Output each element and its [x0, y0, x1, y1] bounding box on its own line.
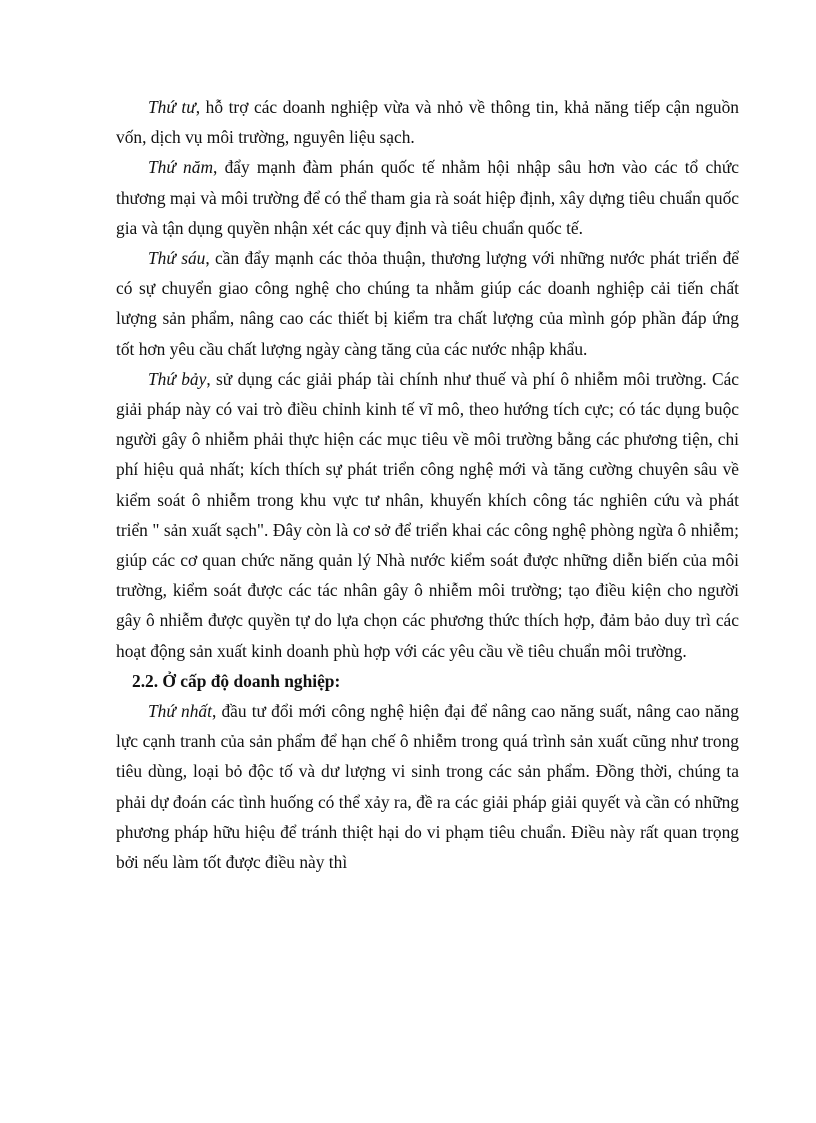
paragraph-lead: Thứ tư [148, 97, 196, 117]
paragraph-text: , sử dụng các giải pháp tài chính như thuế và phí ô nhiễm môi trường. Các giải pháp này có vai trò điều chỉnh kinh tế vĩ mô, theo hướng tích cực; có tác dụng buộc người gây ô nhiễm phải thực hiện các mục tiêu về môi trường bằng các phương tiện, chi phí hiệu quả nhất; kích thích sự phát triển công nghệ mới và tăng cường chuyên sâu về kiểm soát ô nhiễm trong khu vực tư nhân, khuyến khích công tác nghiên cứu và phát triển " sản xuất sạch". Đây còn là cơ sở để triển khai các công nghệ phòng ngừa ô nhiễm; giúp các cơ quan chức năng quản lý Nhà nước kiểm soát được những diễn biến của môi trường, kiểm soát được các tác nhân gây ô nhiễm môi trường; tạo điều kiện cho người gây ô nhiễm được quyền tự do lựa chọn các phương thức thích hợp, đảm bảo duy trì các hoạt động sản xuất kinh doanh phù hợp với các yêu cầu về tiêu chuẩn môi trường. [116, 368, 740, 661]
document-body [116, 92, 739, 877]
section-heading: 2.2. Ở cấp độ doanh nghiệp: [132, 670, 341, 691]
paragraph-text: , hỗ trợ các doanh nghiệp vừa và nhỏ về thông tin, khả năng tiếp cận nguồn vốn, dịch vụ môi trường, nguyên liệu sạch. [116, 97, 739, 148]
paragraph-thu-sau [116, 243, 739, 364]
paragraph-thu-nhat [116, 696, 739, 877]
paragraph-lead: Thứ nhất [148, 701, 212, 722]
paragraph-lead: Thứ năm [148, 157, 214, 178]
paragraph-text: , đẩy mạnh đàm phán quốc tế nhằm hội nhập sâu hơn vào các tổ chức thương mại và môi trường để có thể tham gia rà soát hiệp định, xây dựng tiêu chuẩn quốc gia và tận dụng quyền nhận xét các quy định và tiêu chuẩn quốc tế. [116, 157, 739, 238]
paragraph-lead: Thứ bảy [148, 368, 207, 389]
paragraph-thu-bay [116, 364, 739, 666]
paragraph-text: , đầu tư đổi mới công nghệ hiện đại để nâng cao năng suất, nâng cao năng lực cạnh tranh của sản phẩm để hạn chế ô nhiễm trong quá trình sản xuất cũng như trong tiêu dùng, loại bỏ độc tố và dư lượng vi sinh trong các sản phẩm. Đồng thời, chúng ta phải dự đoán các tình huống có thể xảy ra, đề ra các giải pháp giải quyết và cần có những phương pháp hữu hiệu để tránh thiệt hại do vi phạm tiêu chuẩn. Điều này rất quan trọng bởi nếu làm tốt được điều này thì [116, 701, 739, 873]
paragraph-text: , cần đẩy mạnh các thỏa thuận, thương lượng với những nước phát triển để có sự chuyển giao công nghệ cho chúng ta nhằm giúp các doanh nghiệp cải tiến chất lượng sản phẩm, nâng cao các thiết bị kiểm tra chất lượng của mình góp phần đáp ứng tốt hơn yêu cầu chất lượng ngày càng tăng của các nước nhập khẩu. [116, 248, 740, 359]
paragraph-thu-tu [116, 92, 739, 152]
paragraph-thu-nam [116, 152, 739, 243]
paragraph-lead: Thứ sáu [148, 248, 206, 269]
